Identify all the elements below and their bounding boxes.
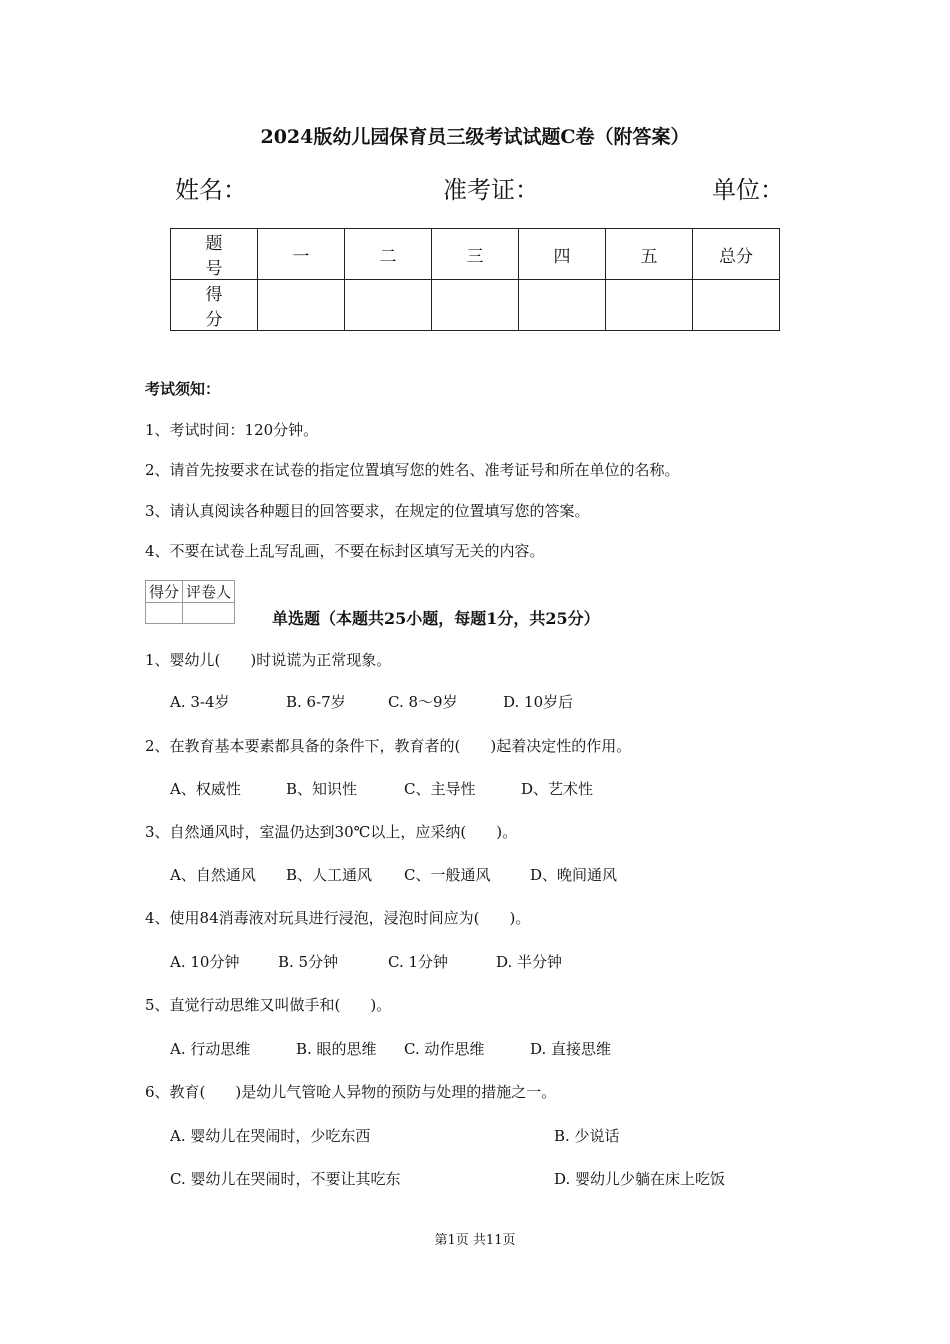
question-stem: 4、使用84消毒液对玩具进行浸泡，浸泡时间应为( )。 <box>145 909 531 927</box>
unit-field-label: 单位： <box>712 176 784 204</box>
question-option: B. 少说话 <box>554 1127 620 1145</box>
question-stem: 3、自然通风时，室温仍达到30℃以上，应采纳( )。 <box>145 823 518 841</box>
name-field-label: 姓名： <box>175 176 247 204</box>
question-option: A. 婴幼儿在哭闹时，少吃东西 <box>170 1127 371 1145</box>
score-table-header-4: 四 <box>519 229 606 280</box>
notice-item: 3、请认真阅读各种题目的回答要求，在规定的位置填写您的答案。 <box>145 502 590 520</box>
question-option: B、知识性 <box>286 780 358 798</box>
question-option: C、一般通风 <box>404 866 491 884</box>
score-table-header-1: 一 <box>258 229 345 280</box>
section-title: 单选题（本题共25小题，每题1分，共25分） <box>272 609 600 628</box>
question-option: B. 5分钟 <box>278 953 339 971</box>
grader-reviewer-label: 评卷人 <box>183 581 235 603</box>
question-option: B. 6-7岁 <box>286 693 346 711</box>
question-option: C、主导性 <box>404 780 476 798</box>
question-option: C. 8～9岁 <box>388 693 458 711</box>
question-option: C. 婴幼儿在哭闹时，不要让其吃东 <box>170 1170 401 1188</box>
score-cell <box>345 280 432 331</box>
question-option: A、自然通风 <box>170 866 256 884</box>
score-table-header-row <box>171 229 780 280</box>
grader-box <box>145 580 235 624</box>
question-option: A. 行动思维 <box>170 1040 251 1058</box>
question-option: B. 眼的思维 <box>296 1040 377 1058</box>
question-option: A、权威性 <box>170 780 241 798</box>
question-stem: 6、教育( )是幼儿气管呛人异物的预防与处理的措施之一。 <box>145 1083 557 1101</box>
score-table-header-2: 二 <box>345 229 432 280</box>
page-title: 2024版幼儿园保育员三级考试试题C卷（附答案） <box>260 126 690 148</box>
score-table-header-3: 三 <box>432 229 519 280</box>
score-table-row-label: 得 分 <box>171 280 258 331</box>
score-cell <box>606 280 693 331</box>
notice-title: 考试须知： <box>145 380 221 398</box>
score-table-header-5: 五 <box>606 229 693 280</box>
score-table-header-label: 题 号 <box>171 229 258 280</box>
question-option: D. 直接思维 <box>530 1040 612 1058</box>
notice-item: 4、不要在试卷上乱写乱画，不要在标封区填写无关的内容。 <box>145 542 545 560</box>
score-table-header-total: 总分 <box>693 229 780 280</box>
exam-id-field-label: 准考证： <box>443 176 539 204</box>
grader-reviewer-cell <box>183 603 235 624</box>
score-cell <box>519 280 606 331</box>
score-cell <box>432 280 519 331</box>
question-stem: 5、直觉行动思维又叫做手和( )。 <box>145 996 392 1014</box>
question-stem: 1、婴幼儿( )时说谎为正常现象。 <box>145 651 392 669</box>
grader-score-label: 得分 <box>146 581 183 603</box>
question-option: B、人工通风 <box>286 866 373 884</box>
question-option: A. 10分钟 <box>170 953 240 971</box>
notice-item: 1、考试时间：120分钟。 <box>145 421 319 439</box>
question-option: D. 10岁后 <box>503 693 574 711</box>
question-option: C. 动作思维 <box>404 1040 485 1058</box>
grader-score-cell <box>146 603 183 624</box>
score-cell <box>693 280 780 331</box>
question-option: D、晚间通风 <box>530 866 618 884</box>
score-table <box>170 228 780 331</box>
question-option: D. 半分钟 <box>496 953 563 971</box>
notice-item: 2、请首先按要求在试卷的指定位置填写您的姓名、准考证号和所在单位的名称。 <box>145 461 680 479</box>
question-option: D、艺术性 <box>521 780 594 798</box>
score-table-score-row <box>171 280 780 331</box>
question-option: C. 1分钟 <box>388 953 449 971</box>
question-option: A. 3-4岁 <box>170 693 230 711</box>
question-stem: 2、在教育基本要素都具备的条件下，教育者的( )起着决定性的作用。 <box>145 737 632 755</box>
page-footer: 第1页 共11页 <box>434 1233 516 1248</box>
question-option: D. 婴幼儿少躺在床上吃饭 <box>554 1170 726 1188</box>
score-cell <box>258 280 345 331</box>
